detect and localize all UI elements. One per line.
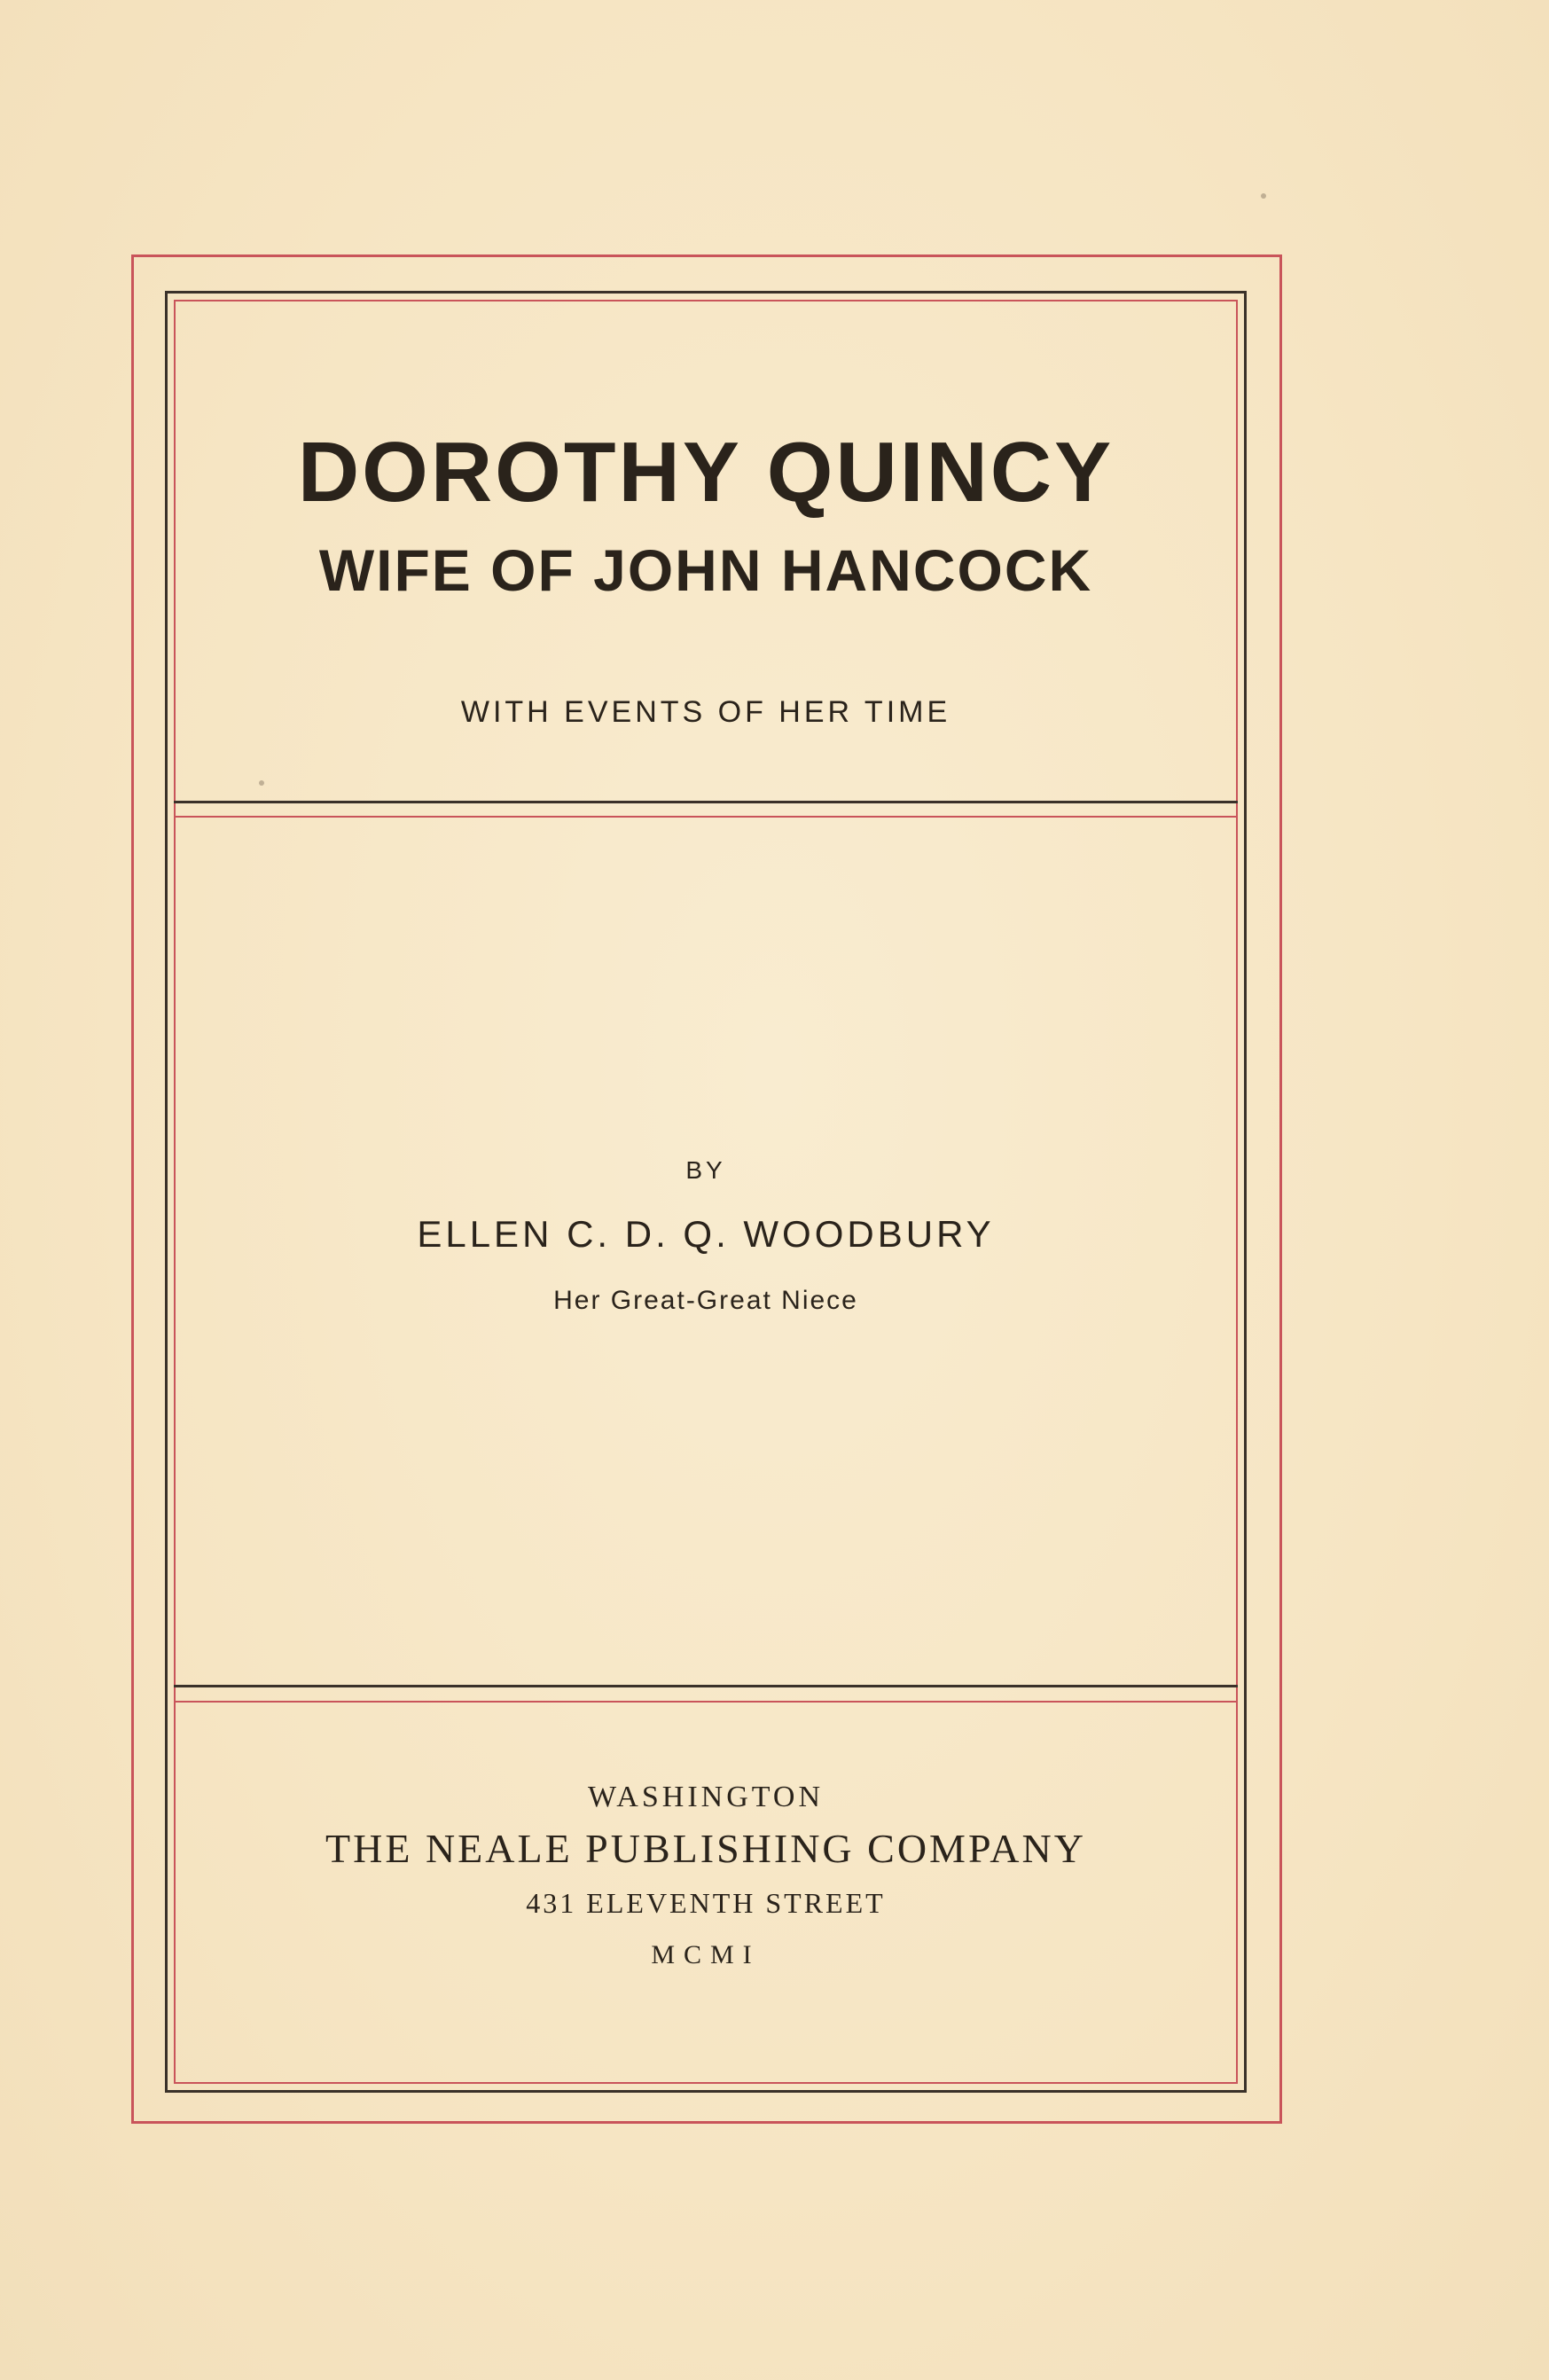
publisher-city: WASHINGTON: [587, 1781, 825, 1813]
by-line: BY: [685, 1156, 726, 1184]
divider-bottom-red: [174, 1701, 1238, 1703]
divider-top-dark: [174, 801, 1238, 803]
publication-year: MCMI: [651, 1940, 761, 1969]
divider-top-red: [174, 816, 1238, 818]
author-relation: Her Great-Great Niece: [553, 1286, 858, 1315]
book-title: DOROTHY QUINCY: [297, 425, 1115, 520]
author-name: ELLEN C. D. Q. WOODBURY: [417, 1213, 995, 1255]
book-tagline: WITH EVENTS OF HER TIME: [460, 695, 951, 729]
publisher-address: 431 ELEVENTH STREET: [526, 1887, 886, 1919]
paper-speck: [259, 780, 264, 786]
publisher-name: THE NEALE PUBLISHING COMPANY: [325, 1826, 1086, 1871]
book-subtitle: WIFE OF JOHN HANCOCK: [318, 537, 1093, 603]
paper-speck: [1261, 193, 1266, 199]
divider-bottom-dark: [174, 1685, 1238, 1687]
